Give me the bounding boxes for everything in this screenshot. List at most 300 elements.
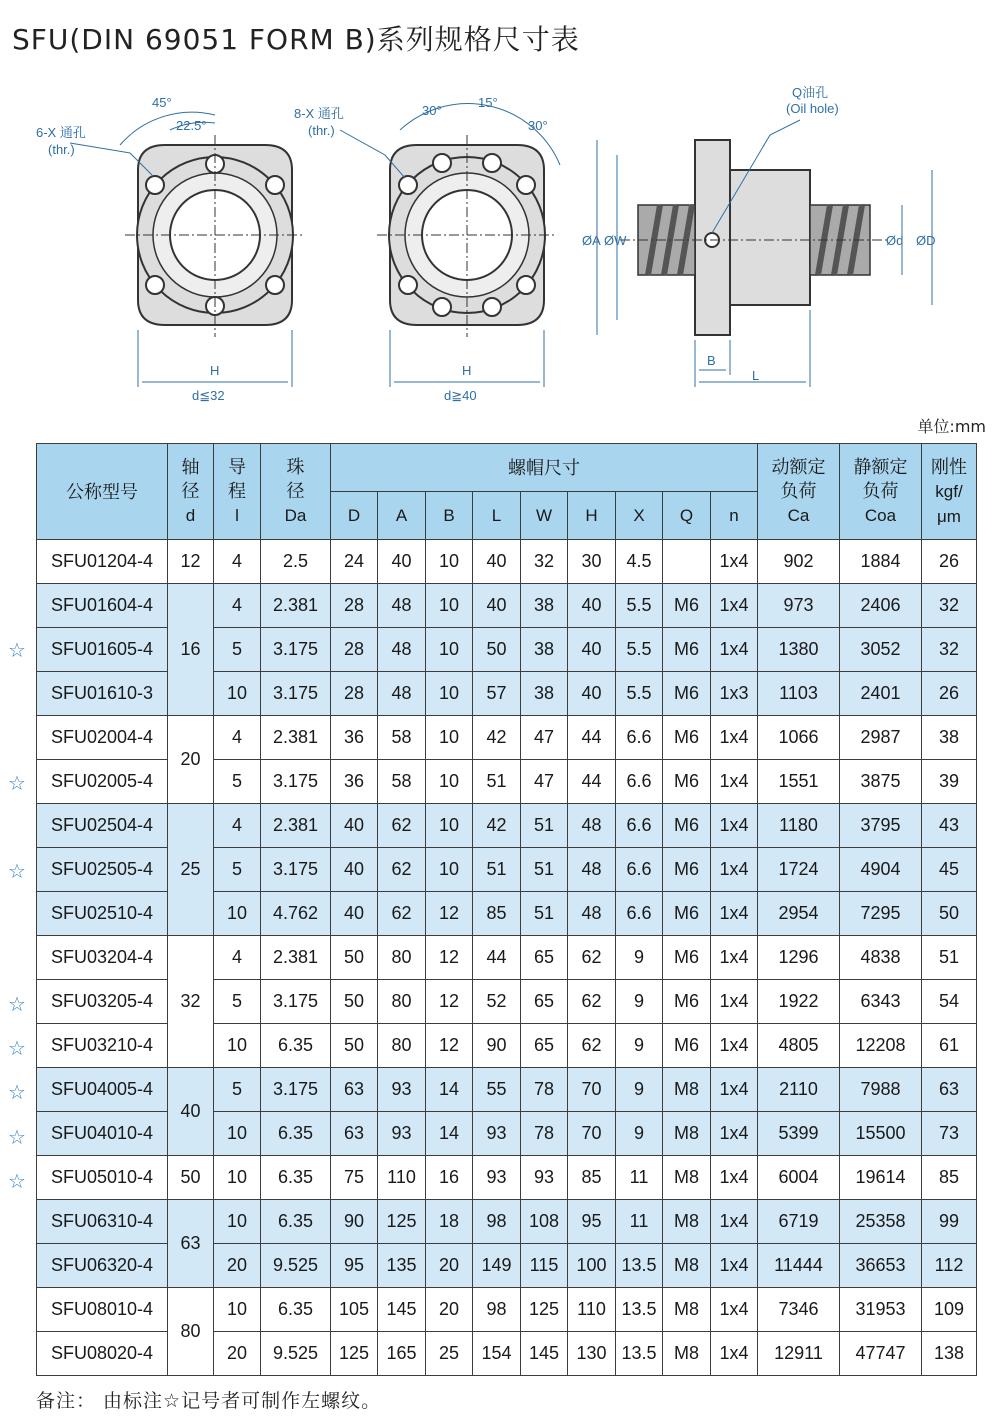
oil-hole-en-label: (Oil hole) (786, 101, 839, 116)
d-big-dim-label: ØD (916, 233, 936, 248)
table-row (37, 1288, 977, 1332)
cell-H: 44 (568, 716, 616, 760)
cell-X: 13.5 (616, 1332, 663, 1376)
oil-hole-label: Q油孔 (792, 85, 829, 100)
cell-lead: 4 (214, 716, 261, 760)
cell-rig: 32 (922, 628, 977, 672)
cell-da: 2.381 (261, 804, 331, 848)
cell-X: 9 (616, 1068, 663, 1112)
cell-da: 2.5 (261, 540, 331, 584)
cell-H: 62 (568, 936, 616, 980)
technical-drawings (0, 75, 1000, 415)
cell-L: 51 (473, 760, 521, 804)
cell-shaft-diameter: 50 (168, 1156, 214, 1200)
cell-lead: 5 (214, 628, 261, 672)
cell-model: SFU06310-4 (37, 1200, 168, 1244)
cell-X: 6.6 (616, 804, 663, 848)
cell-L: 149 (473, 1244, 521, 1288)
cell-W: 115 (521, 1244, 568, 1288)
cell-coa: 2987 (840, 716, 922, 760)
cell-shaft-diameter: 20 (168, 716, 214, 804)
spec-table (36, 443, 977, 1376)
cell-n: 1x4 (711, 716, 758, 760)
cell-X: 13.5 (616, 1288, 663, 1332)
cell-A: 93 (378, 1112, 426, 1156)
cell-D: 75 (331, 1156, 378, 1200)
cell-coa: 47747 (840, 1332, 922, 1376)
cell-n: 1x4 (711, 804, 758, 848)
cell-da: 9.525 (261, 1244, 331, 1288)
cell-W: 32 (521, 540, 568, 584)
header-rigidity: 刚性 kgf/ μm (922, 444, 977, 540)
cell-L: 40 (473, 584, 521, 628)
cell-H: 44 (568, 760, 616, 804)
cell-A: 58 (378, 716, 426, 760)
cell-lead: 4 (214, 804, 261, 848)
cell-D: 24 (331, 540, 378, 584)
table-row (37, 936, 977, 980)
left-thread-star-icon: ☆ (8, 1168, 26, 1193)
cell-H: 48 (568, 892, 616, 936)
cell-H: 130 (568, 1332, 616, 1376)
cell-model: SFU04005-4 (37, 1068, 168, 1112)
cell-model: SFU01204-4 (37, 540, 168, 584)
cell-D: 50 (331, 936, 378, 980)
cell-X: 6.6 (616, 760, 663, 804)
header-nut-col: H (568, 492, 616, 540)
cell-X: 11 (616, 1200, 663, 1244)
cell-H: 40 (568, 584, 616, 628)
cell-D: 40 (331, 892, 378, 936)
cell-lead: 10 (214, 1156, 261, 1200)
cell-B: 20 (426, 1288, 473, 1332)
cell-coa: 15500 (840, 1112, 922, 1156)
angle-45-label: 45° (152, 95, 172, 110)
cell-shaft-diameter: 32 (168, 936, 214, 1068)
cell-B: 10 (426, 628, 473, 672)
cell-X: 4.5 (616, 540, 663, 584)
cell-Q: M8 (663, 1200, 711, 1244)
cell-model: SFU08020-4 (37, 1332, 168, 1376)
cell-model: SFU04010-4 (37, 1112, 168, 1156)
cell-coa: 31953 (840, 1288, 922, 1332)
cell-Q: M8 (663, 1068, 711, 1112)
cell-ca: 1724 (758, 848, 840, 892)
cell-H: 48 (568, 848, 616, 892)
cell-B: 18 (426, 1200, 473, 1244)
cell-W: 38 (521, 584, 568, 628)
cell-H: 40 (568, 628, 616, 672)
cell-rig: 32 (922, 584, 977, 628)
cell-X: 11 (616, 1156, 663, 1200)
cell-X: 9 (616, 980, 663, 1024)
table-row (37, 716, 977, 760)
cell-ca: 1296 (758, 936, 840, 980)
cell-X: 13.5 (616, 1244, 663, 1288)
cell-model: SFU03210-4 (37, 1024, 168, 1068)
holes-label-8: 8-X 通孔 (294, 106, 344, 121)
holes-thr-label-8: (thr.) (308, 123, 335, 138)
cell-coa: 36653 (840, 1244, 922, 1288)
cell-lead: 5 (214, 760, 261, 804)
cell-rig: 61 (922, 1024, 977, 1068)
cell-lead: 5 (214, 848, 261, 892)
cell-lead: 4 (214, 584, 261, 628)
cell-shaft-diameter: 12 (168, 540, 214, 584)
cell-Q: M6 (663, 848, 711, 892)
cell-W: 93 (521, 1156, 568, 1200)
cell-n: 1x4 (711, 628, 758, 672)
cell-model: SFU08010-4 (37, 1288, 168, 1332)
cell-A: 48 (378, 628, 426, 672)
cell-shaft-diameter: 25 (168, 804, 214, 936)
cell-H: 95 (568, 1200, 616, 1244)
table-row (37, 1068, 977, 1112)
cell-rig: 51 (922, 936, 977, 980)
cell-L: 44 (473, 936, 521, 980)
cell-n: 1x4 (711, 1200, 758, 1244)
cell-da: 3.175 (261, 672, 331, 716)
cell-ca: 6004 (758, 1156, 840, 1200)
header-nut: 螺帽尺寸 (331, 444, 758, 492)
cell-ca: 902 (758, 540, 840, 584)
cell-B: 10 (426, 672, 473, 716)
cell-A: 145 (378, 1288, 426, 1332)
cell-Q: M6 (663, 892, 711, 936)
cell-lead: 5 (214, 980, 261, 1024)
cell-A: 80 (378, 980, 426, 1024)
cell-A: 93 (378, 1068, 426, 1112)
cell-B: 10 (426, 804, 473, 848)
cell-rig: 26 (922, 672, 977, 716)
cell-X: 9 (616, 1024, 663, 1068)
cell-model: SFU03204-4 (37, 936, 168, 980)
cell-W: 78 (521, 1068, 568, 1112)
header-dynamic-load: 动额定 负荷 Ca (758, 444, 840, 540)
header-shaft: 轴 径 d (168, 444, 214, 540)
cell-da: 2.381 (261, 936, 331, 980)
header-ball: 珠 径 Da (261, 444, 331, 540)
cell-W: 78 (521, 1112, 568, 1156)
cell-Q: M8 (663, 1112, 711, 1156)
cell-coa: 1884 (840, 540, 922, 584)
cell-n: 1x4 (711, 892, 758, 936)
cell-L: 93 (473, 1156, 521, 1200)
l-dim-label: L (752, 368, 760, 383)
cell-da: 3.175 (261, 980, 331, 1024)
cell-Q: M8 (663, 1332, 711, 1376)
cell-da: 4.762 (261, 892, 331, 936)
cell-D: 36 (331, 760, 378, 804)
cell-ca: 1103 (758, 672, 840, 716)
cell-lead: 10 (214, 1024, 261, 1068)
cell-da: 3.175 (261, 628, 331, 672)
cell-L: 85 (473, 892, 521, 936)
cell-ca: 973 (758, 584, 840, 628)
cell-D: 95 (331, 1244, 378, 1288)
cell-ca: 1922 (758, 980, 840, 1024)
cell-H: 30 (568, 540, 616, 584)
cell-L: 98 (473, 1200, 521, 1244)
cell-n: 1x4 (711, 1112, 758, 1156)
cell-da: 2.381 (261, 584, 331, 628)
angle-22-5-label: 22.5° (176, 118, 207, 133)
cell-X: 5.5 (616, 672, 663, 716)
cell-coa: 7988 (840, 1068, 922, 1112)
cell-D: 50 (331, 1024, 378, 1068)
cell-rig: 43 (922, 804, 977, 848)
cell-n: 1x4 (711, 1068, 758, 1112)
side-view (582, 85, 936, 387)
cell-B: 20 (426, 1244, 473, 1288)
cell-shaft-diameter: 40 (168, 1068, 214, 1156)
cell-W: 38 (521, 628, 568, 672)
left-thread-star-icon: ☆ (8, 1080, 26, 1105)
cell-lead: 4 (214, 936, 261, 980)
cell-W: 51 (521, 892, 568, 936)
cell-D: 50 (331, 980, 378, 1024)
left-thread-star-icon: ☆ (8, 1036, 26, 1061)
cell-model: SFU05010-4 (37, 1156, 168, 1200)
left-thread-star-icon: ☆ (8, 859, 26, 884)
cell-L: 90 (473, 1024, 521, 1068)
cell-H: 110 (568, 1288, 616, 1332)
cell-X: 6.6 (616, 848, 663, 892)
cell-da: 9.525 (261, 1332, 331, 1376)
cell-rig: 138 (922, 1332, 977, 1376)
cell-rig: 38 (922, 716, 977, 760)
d-small-dim-label: Ød (886, 233, 904, 248)
cell-shaft-diameter: 16 (168, 584, 214, 716)
h-label-left: H (210, 363, 220, 378)
cell-coa: 4838 (840, 936, 922, 980)
cell-Q: M6 (663, 936, 711, 980)
cell-da: 6.35 (261, 1024, 331, 1068)
cell-W: 65 (521, 936, 568, 980)
cell-X: 9 (616, 936, 663, 980)
cell-L: 42 (473, 716, 521, 760)
cell-B: 10 (426, 716, 473, 760)
cell-lead: 10 (214, 672, 261, 716)
flange-view-8-hole (294, 95, 560, 403)
cell-B: 14 (426, 1068, 473, 1112)
cell-Q: M8 (663, 1244, 711, 1288)
cell-Q (663, 540, 711, 584)
cell-D: 28 (331, 584, 378, 628)
cell-B: 14 (426, 1112, 473, 1156)
cell-D: 63 (331, 1068, 378, 1112)
cell-coa: 3795 (840, 804, 922, 848)
cell-model: SFU01604-4 (37, 584, 168, 628)
cell-A: 40 (378, 540, 426, 584)
cell-rig: 63 (922, 1068, 977, 1112)
cell-X: 6.6 (616, 892, 663, 936)
cell-X: 5.5 (616, 584, 663, 628)
cell-coa: 3875 (840, 760, 922, 804)
cell-da: 2.381 (261, 716, 331, 760)
cell-lead: 10 (214, 892, 261, 936)
cell-A: 135 (378, 1244, 426, 1288)
cell-n: 1x4 (711, 936, 758, 980)
cell-n: 1x4 (711, 540, 758, 584)
cell-D: 105 (331, 1288, 378, 1332)
cell-B: 16 (426, 1156, 473, 1200)
cell-lead: 20 (214, 1332, 261, 1376)
cell-model: SFU06320-4 (37, 1244, 168, 1288)
cell-Q: M8 (663, 1156, 711, 1200)
table-row (37, 1200, 977, 1244)
cell-H: 48 (568, 804, 616, 848)
header-model: 公称型号 (37, 444, 168, 540)
cell-coa: 6343 (840, 980, 922, 1024)
cell-L: 55 (473, 1068, 521, 1112)
angle-30-label-a: 30° (422, 103, 442, 118)
cell-L: 52 (473, 980, 521, 1024)
cell-B: 10 (426, 540, 473, 584)
header-nut-col: Q (663, 492, 711, 540)
cell-lead: 4 (214, 540, 261, 584)
cell-W: 145 (521, 1332, 568, 1376)
left-thread-star-icon: ☆ (8, 1124, 26, 1149)
cell-B: 10 (426, 848, 473, 892)
cell-rig: 50 (922, 892, 977, 936)
cell-B: 12 (426, 936, 473, 980)
unit-label: 单位:mm (917, 417, 986, 436)
cell-lead: 10 (214, 1288, 261, 1332)
cell-n: 1x4 (711, 760, 758, 804)
cell-A: 48 (378, 672, 426, 716)
cell-coa: 4904 (840, 848, 922, 892)
cell-B: 12 (426, 1024, 473, 1068)
angle-15-label: 15° (478, 95, 498, 110)
table-row (37, 540, 977, 584)
cell-da: 6.35 (261, 1200, 331, 1244)
cell-Q: M6 (663, 1024, 711, 1068)
b-dim-label: B (707, 353, 716, 368)
cell-ca: 2110 (758, 1068, 840, 1112)
cell-L: 51 (473, 848, 521, 892)
cell-D: 90 (331, 1200, 378, 1244)
cond-label-middle: d≧40 (444, 388, 477, 403)
header-nut-col: B (426, 492, 473, 540)
cell-n: 1x4 (711, 1024, 758, 1068)
cell-coa: 2401 (840, 672, 922, 716)
cell-n: 1x4 (711, 1156, 758, 1200)
cell-Q: M6 (663, 716, 711, 760)
cell-D: 125 (331, 1332, 378, 1376)
cell-rig: 45 (922, 848, 977, 892)
cell-Q: M6 (663, 980, 711, 1024)
header-nut-col: W (521, 492, 568, 540)
cell-coa: 2406 (840, 584, 922, 628)
cell-Q: M6 (663, 628, 711, 672)
flange-view-6-hole (36, 95, 305, 403)
cell-D: 28 (331, 672, 378, 716)
cell-L: 40 (473, 540, 521, 584)
cell-L: 50 (473, 628, 521, 672)
table-row (37, 1156, 977, 1200)
cell-B: 10 (426, 760, 473, 804)
cell-L: 154 (473, 1332, 521, 1376)
cell-shaft-diameter: 63 (168, 1200, 214, 1288)
cell-n: 1x3 (711, 672, 758, 716)
cell-H: 70 (568, 1112, 616, 1156)
cell-W: 65 (521, 980, 568, 1024)
cell-H: 62 (568, 1024, 616, 1068)
cell-D: 40 (331, 848, 378, 892)
left-thread-star-icon: ☆ (8, 638, 26, 663)
cell-Q: M6 (663, 584, 711, 628)
cell-ca: 2954 (758, 892, 840, 936)
cell-W: 47 (521, 716, 568, 760)
cell-ca: 12911 (758, 1332, 840, 1376)
cell-H: 62 (568, 980, 616, 1024)
cell-coa: 3052 (840, 628, 922, 672)
cell-model: SFU03205-4 (37, 980, 168, 1024)
cell-model: SFU01605-4 (37, 628, 168, 672)
cell-rig: 39 (922, 760, 977, 804)
cell-shaft-diameter: 80 (168, 1288, 214, 1376)
cell-coa: 19614 (840, 1156, 922, 1200)
w-dim-label: ØW (604, 233, 627, 248)
cell-rig: 85 (922, 1156, 977, 1200)
cell-da: 6.35 (261, 1156, 331, 1200)
cell-Q: M8 (663, 1288, 711, 1332)
cell-W: 125 (521, 1288, 568, 1332)
cell-Q: M6 (663, 804, 711, 848)
h-label-middle: H (462, 363, 472, 378)
cell-da: 3.175 (261, 760, 331, 804)
cell-ca: 11444 (758, 1244, 840, 1288)
cell-model: SFU02004-4 (37, 716, 168, 760)
cell-Q: M6 (663, 760, 711, 804)
cell-B: 25 (426, 1332, 473, 1376)
cell-A: 62 (378, 848, 426, 892)
cell-model: SFU02505-4 (37, 848, 168, 892)
cell-n: 1x4 (711, 1332, 758, 1376)
header-nut-col: A (378, 492, 426, 540)
cell-B: 12 (426, 892, 473, 936)
cell-lead: 10 (214, 1200, 261, 1244)
cell-W: 51 (521, 848, 568, 892)
cell-ca: 5399 (758, 1112, 840, 1156)
header-nut-col: n (711, 492, 758, 540)
cell-n: 1x4 (711, 980, 758, 1024)
cell-B: 10 (426, 584, 473, 628)
cell-da: 6.35 (261, 1112, 331, 1156)
cell-coa: 7295 (840, 892, 922, 936)
cell-n: 1x4 (711, 848, 758, 892)
cell-n: 1x4 (711, 1288, 758, 1332)
cell-B: 12 (426, 980, 473, 1024)
header-static-load: 静额定 负荷 Coa (840, 444, 922, 540)
cell-da: 6.35 (261, 1288, 331, 1332)
cell-Q: M6 (663, 672, 711, 716)
cell-rig: 112 (922, 1244, 977, 1288)
holes-thr-label-6: (thr.) (48, 142, 75, 157)
cell-D: 28 (331, 628, 378, 672)
cell-A: 165 (378, 1332, 426, 1376)
cell-D: 36 (331, 716, 378, 760)
page-title: SFU(DIN 69051 FORM B)系列规格尺寸表 (12, 23, 580, 56)
cell-rig: 54 (922, 980, 977, 1024)
table-row (37, 804, 977, 848)
cell-ca: 1380 (758, 628, 840, 672)
angle-30-label-b: 30° (528, 118, 548, 133)
left-thread-star-icon: ☆ (8, 992, 26, 1016)
cell-model: SFU02510-4 (37, 892, 168, 936)
cell-n: 1x4 (711, 584, 758, 628)
